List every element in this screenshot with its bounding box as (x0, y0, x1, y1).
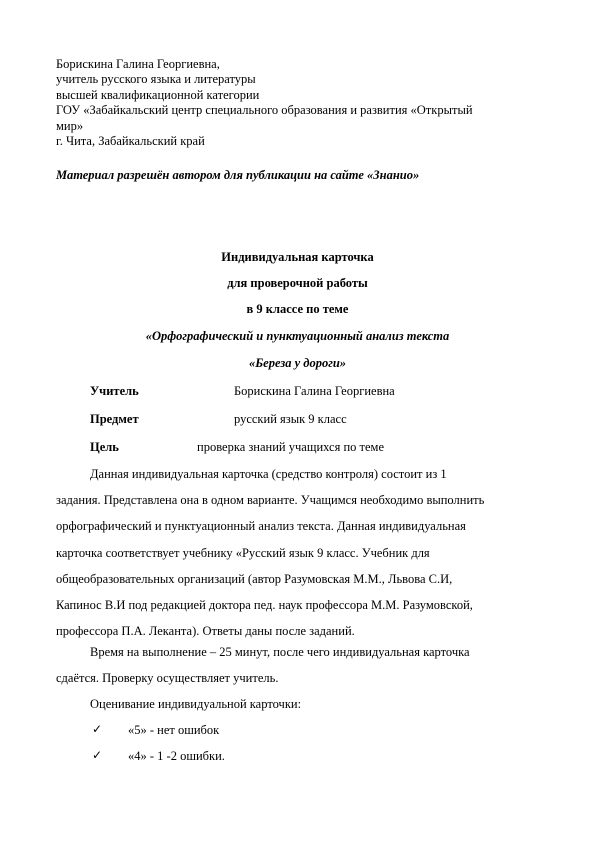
author-category: высшей квалификационной категории (56, 87, 260, 102)
paragraph-line: орфографический и пунктуационный анализ текста. Данная индивидуальная (56, 519, 466, 534)
author-city: г. Чита, Забайкальский край (56, 134, 205, 149)
paragraph-line: Данная индивидуальная карточка (средство контроля) состоит из 1 (90, 467, 447, 481)
paragraph-line: сдаётся. Проверку осуществляет учитель. (56, 671, 279, 686)
card-subtitle: для проверочной работы (227, 276, 368, 290)
card-title: Индивидуальная карточка (221, 250, 374, 264)
teacher-label: Учитель (90, 384, 139, 398)
card-topic: «Орфографический и пунктуационный анализ текста (145, 329, 450, 343)
paragraph-line: Время на выполнение – 25 минут, после чего индивидуальная карточка (90, 645, 470, 659)
checkmark-icon: ✓ (92, 748, 103, 762)
card-class: в 9 классе по теме (246, 302, 349, 316)
grading-intro: Оценивание индивидуальной карточки: (90, 697, 302, 711)
paragraph-line: задания. Представлена она в одном варианте. Учащимся необходимо выполнить (56, 493, 485, 508)
description-paragraph (56, 461, 539, 644)
author-name: Борискина Галина Георгиевна, (56, 57, 220, 71)
document-page: Борискина Галина Георгиевна, учитель русского языка и литературы высшей квалификационной категории ГОУ «Забайкальский центр специального образования и развития «Открытый мир» г. Чита, Забайкальский край Материал разрешён автором для публикации на сайте «Знанио» Индивидуальная карточка для проверочной работы в 9 классе по теме «Орфографический и пунктуационный анализ текста «Береза у дороги» Учитель Борискина Галина Георгиевна Предмет русский язык 9 класс Цель проверка знаний учащихся по теме Данная индивидуальная карточка (средство контроля) состоит из 1 задания. Представлена она в одном варианте. Учащимся необходимо выполнить орфографический и пунктуационный анализ текста. Данная индивидуальная карточка соответствует учебнику «Русский язык 9 класс. Учебник для общеобразовательных организаций (автор Разумовская М.М., Львова С.И, Капинос В.И под редакцией доктора пед. наук профессора М.М. Разумовской, профессора П.А. Леканта). Ответы даны после заданий. Время на выполнение – 25 минут, после чего индивидуальная карточка сдаётся. Проверку осуществляет учитель. Оценивание индивидуальной карточки: ✓ «5» - нет ошибок ✓ «4» - 1 -2 ошибки. (0, 0, 595, 842)
paragraph-line: общеобразовательных организаций (автор Разумовская М.М., Львова С.И, (56, 571, 453, 586)
author-organization-cont: мир» (56, 118, 84, 133)
publication-permission: Материал разрешён автором для публикации на сайте «Знанио» (56, 168, 420, 182)
time-paragraph (56, 639, 539, 691)
author-block (56, 57, 536, 149)
teacher-value: Борискина Галина Георгиевна (234, 384, 395, 398)
subject-value: русский язык 9 класс (234, 412, 347, 426)
paragraph-line: профессора П.А. Леканта). Ответы даны после заданий. (56, 624, 355, 639)
card-text-name: «Береза у дороги» (248, 356, 347, 370)
goal-label: Цель (90, 440, 119, 454)
paragraph-line: карточка соответствует учебнику «Русский язык 9 класс. Учебник для (56, 545, 430, 560)
goal-value: проверка знаний учащихся по теме (197, 440, 384, 454)
author-position: учитель русского языка и литературы (56, 72, 256, 87)
author-organization: ГОУ «Забайкальский центр специального образования и развития «Открытый (56, 103, 473, 118)
paragraph-line: Капинос В.И под редакцией доктора пед. наук профессора М.М. Разумовской, (56, 598, 473, 613)
checkmark-icon: ✓ (92, 722, 103, 736)
subject-label: Предмет (90, 412, 139, 426)
